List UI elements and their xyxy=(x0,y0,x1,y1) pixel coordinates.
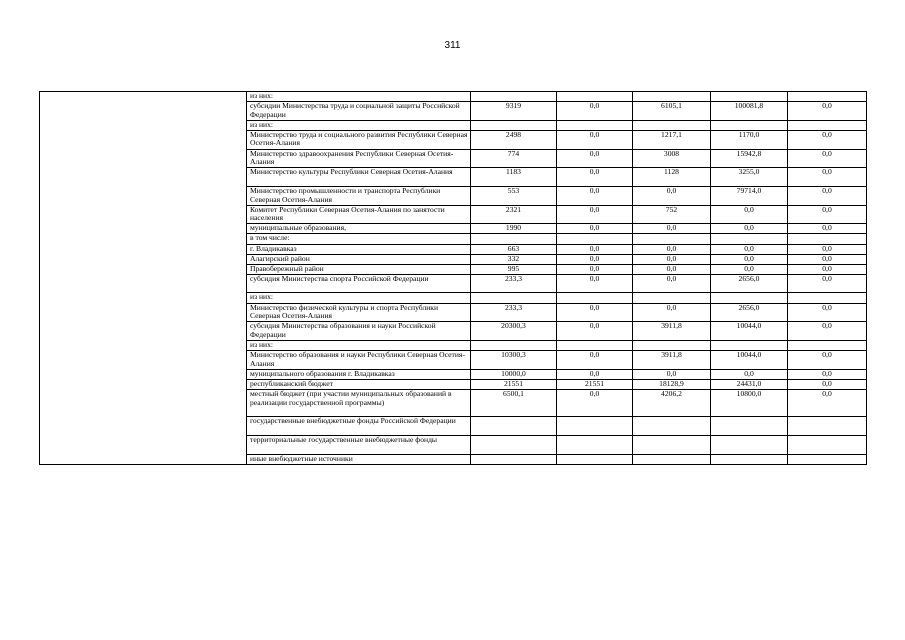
value-cell xyxy=(788,92,867,102)
value-cell: 0,0 xyxy=(788,254,867,264)
value-cell: 10044,0 xyxy=(711,322,788,341)
value-cell xyxy=(471,120,557,130)
value-cell: 1128 xyxy=(633,168,711,187)
row-label: из них: xyxy=(247,92,471,102)
value-cell: 0,0 xyxy=(633,303,711,322)
value-cell: 0,0 xyxy=(557,149,633,168)
value-cell: 0,0 xyxy=(633,224,711,234)
table-row xyxy=(40,92,867,102)
value-cell: 1170,0 xyxy=(711,130,788,149)
value-cell: 0,0 xyxy=(633,254,711,264)
value-cell: 553 xyxy=(471,186,557,205)
value-cell: 0,0 xyxy=(788,303,867,322)
value-cell: 663 xyxy=(471,244,557,254)
value-cell xyxy=(711,120,788,130)
value-cell xyxy=(711,293,788,303)
row-label: Министерство здравоохранения Республики Северная Осетия-Алания xyxy=(247,149,471,168)
value-cell: 0,0 xyxy=(711,254,788,264)
value-cell: 0,0 xyxy=(633,264,711,274)
row-label: муниципальные образования, xyxy=(247,224,471,234)
value-cell xyxy=(633,120,711,130)
value-cell xyxy=(711,435,788,454)
value-cell: 0,0 xyxy=(788,369,867,379)
value-cell: 15942,8 xyxy=(711,149,788,168)
value-cell: 1990 xyxy=(471,224,557,234)
value-cell: 100081,8 xyxy=(711,102,788,121)
value-cell xyxy=(711,234,788,244)
value-cell xyxy=(471,435,557,454)
row-label: государственные внебюджетные фонды Российской Федерации xyxy=(247,417,471,436)
value-cell: 0,0 xyxy=(557,351,633,370)
value-cell xyxy=(711,417,788,436)
value-cell: 0,0 xyxy=(557,322,633,341)
value-cell xyxy=(633,340,711,350)
value-cell: 10000,0 xyxy=(471,369,557,379)
value-cell: 0,0 xyxy=(557,168,633,187)
value-cell: 6500,1 xyxy=(471,389,557,416)
value-cell: 3911,8 xyxy=(633,322,711,341)
value-cell: 0,0 xyxy=(557,369,633,379)
table-body xyxy=(40,92,867,465)
value-cell: 9319 xyxy=(471,102,557,121)
value-cell: 0,0 xyxy=(788,379,867,389)
value-cell xyxy=(788,293,867,303)
row-label: из них: xyxy=(247,293,471,303)
value-cell xyxy=(557,435,633,454)
value-cell: 0,0 xyxy=(557,264,633,274)
value-cell: 0,0 xyxy=(557,389,633,416)
row-label: территориальные государственные внебюджетные фонды xyxy=(247,435,471,454)
value-cell: 0,0 xyxy=(557,274,633,293)
value-cell: 332 xyxy=(471,254,557,264)
row-label: субсидия Министерства образования и науки Российской Федерации xyxy=(247,322,471,341)
value-cell xyxy=(633,417,711,436)
row-label: субсидии Министерства труда и социальной защиты Российской Федерации xyxy=(247,102,471,121)
value-cell: 2656,0 xyxy=(711,303,788,322)
value-cell: 1217,1 xyxy=(633,130,711,149)
value-cell: 10300,3 xyxy=(471,351,557,370)
value-cell xyxy=(788,454,867,464)
value-cell: 10044,0 xyxy=(711,351,788,370)
value-cell: 4206,2 xyxy=(633,389,711,416)
value-cell: 0,0 xyxy=(557,130,633,149)
value-cell: 1183 xyxy=(471,168,557,187)
value-cell: 0,0 xyxy=(557,244,633,254)
value-cell: 0,0 xyxy=(788,130,867,149)
value-cell: 752 xyxy=(633,205,711,224)
row-label: Министерство образования и науки Республики Северная Осетия-Алания xyxy=(247,351,471,370)
value-cell: 0,0 xyxy=(788,274,867,293)
value-cell: 0,0 xyxy=(557,254,633,264)
row-label: из них: xyxy=(247,340,471,350)
value-cell xyxy=(557,417,633,436)
value-cell: 24431,0 xyxy=(711,379,788,389)
value-cell: 2321 xyxy=(471,205,557,224)
page-number: 311 xyxy=(444,40,461,51)
value-cell xyxy=(788,435,867,454)
value-cell: 0,0 xyxy=(788,351,867,370)
value-cell: 774 xyxy=(471,149,557,168)
value-cell: 233,3 xyxy=(471,274,557,293)
value-cell: 2656,0 xyxy=(711,274,788,293)
row-label: в том числе: xyxy=(247,234,471,244)
value-cell: 0,0 xyxy=(788,244,867,254)
value-cell xyxy=(633,293,711,303)
value-cell: 0,0 xyxy=(788,224,867,234)
row-label: иные внебюджетные источники xyxy=(247,454,471,464)
row-label: Министерство труда и социального развития Республики Северная Осетия-Алания xyxy=(247,130,471,149)
value-cell xyxy=(633,435,711,454)
value-cell: 18128,9 xyxy=(633,379,711,389)
value-cell: 21551 xyxy=(557,379,633,389)
value-cell xyxy=(633,92,711,102)
value-cell xyxy=(711,340,788,350)
value-cell: 0,0 xyxy=(711,205,788,224)
value-cell xyxy=(557,340,633,350)
value-cell: 10800,0 xyxy=(711,389,788,416)
value-cell: 0,0 xyxy=(633,369,711,379)
value-cell: 0,0 xyxy=(711,224,788,234)
row-label: из них: xyxy=(247,120,471,130)
value-cell: 0,0 xyxy=(557,303,633,322)
value-cell: 0,0 xyxy=(633,244,711,254)
budget-table xyxy=(39,91,867,465)
value-cell xyxy=(471,92,557,102)
value-cell: 0,0 xyxy=(557,102,633,121)
row-label: Министерство промышленности и транспорта Республики Северная Осетия-Алания xyxy=(247,186,471,205)
value-cell xyxy=(557,454,633,464)
value-cell xyxy=(633,454,711,464)
value-cell xyxy=(711,92,788,102)
value-cell: 2498 xyxy=(471,130,557,149)
value-cell: 0,0 xyxy=(788,168,867,187)
value-cell xyxy=(788,340,867,350)
value-cell: 0,0 xyxy=(788,186,867,205)
value-cell: 0,0 xyxy=(711,244,788,254)
value-cell: 0,0 xyxy=(788,389,867,416)
row-label: Министерство культуры Республики Северная Осетия-Алания xyxy=(247,168,471,187)
value-cell: 0,0 xyxy=(557,224,633,234)
value-cell: 0,0 xyxy=(633,186,711,205)
value-cell xyxy=(471,454,557,464)
value-cell xyxy=(633,234,711,244)
value-cell xyxy=(788,234,867,244)
value-cell: 233,3 xyxy=(471,303,557,322)
value-cell: 6105,1 xyxy=(633,102,711,121)
value-cell: 0,0 xyxy=(711,369,788,379)
value-cell: 0,0 xyxy=(557,186,633,205)
value-cell xyxy=(788,120,867,130)
value-cell: 0,0 xyxy=(788,264,867,274)
value-cell: 0,0 xyxy=(557,205,633,224)
value-cell xyxy=(788,417,867,436)
value-cell xyxy=(471,340,557,350)
value-cell: 0,0 xyxy=(633,274,711,293)
value-cell: 0,0 xyxy=(788,102,867,121)
value-cell xyxy=(557,92,633,102)
value-cell: 0,0 xyxy=(711,264,788,274)
row-label: Правобережный район xyxy=(247,264,471,274)
value-cell: 79714,0 xyxy=(711,186,788,205)
value-cell xyxy=(557,234,633,244)
value-cell: 0,0 xyxy=(788,205,867,224)
value-cell xyxy=(557,293,633,303)
value-cell: 995 xyxy=(471,264,557,274)
value-cell xyxy=(471,417,557,436)
value-cell xyxy=(557,120,633,130)
value-cell: 0,0 xyxy=(788,149,867,168)
row-label: Алагирский район xyxy=(247,254,471,264)
row-label: г. Владикавказ xyxy=(247,244,471,254)
value-cell xyxy=(471,234,557,244)
row-label: муниципального образования г. Владикавказ xyxy=(247,369,471,379)
value-cell: 3911,8 xyxy=(633,351,711,370)
value-cell: 3255,0 xyxy=(711,168,788,187)
blank-leading-cell xyxy=(40,92,247,465)
value-cell: 0,0 xyxy=(788,322,867,341)
value-cell xyxy=(711,454,788,464)
row-label: Комитет Республики Северная Осетия-Алания по занятости населения xyxy=(247,205,471,224)
row-label: Министерство физической культуры и спорта Республики Северная Осетия-Алания xyxy=(247,303,471,322)
value-cell: 20300,3 xyxy=(471,322,557,341)
value-cell: 21551 xyxy=(471,379,557,389)
row-label: республиканский бюджет xyxy=(247,379,471,389)
value-cell: 3008 xyxy=(633,149,711,168)
row-label: местный бюджет (при участии муниципальных образований в реализации государственной программы) xyxy=(247,389,471,416)
row-label: субсидия Министерства спорта Российской Федерации xyxy=(247,274,471,293)
value-cell xyxy=(471,293,557,303)
